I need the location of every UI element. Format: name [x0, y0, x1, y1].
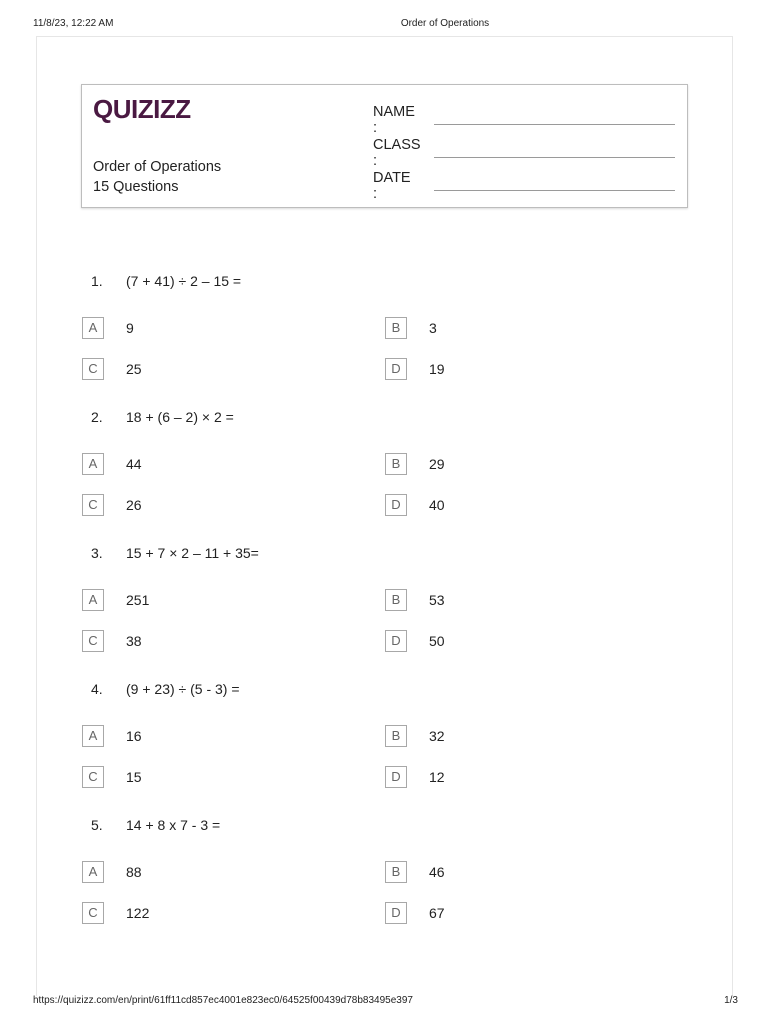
question-text: 14 + 8 x 7 - 3 =	[126, 817, 221, 833]
option-letter-box: D	[385, 766, 407, 788]
option-letter-box: D	[385, 358, 407, 380]
date-label: DATE :	[373, 170, 411, 202]
question-4	[0, 681, 768, 811]
option-letter-box: B	[385, 861, 407, 883]
option-letter-box: D	[385, 630, 407, 652]
class-line	[434, 157, 675, 158]
option-value: 29	[429, 456, 445, 472]
option-value: 19	[429, 361, 445, 377]
name-line	[434, 124, 675, 125]
question-number: 3.	[91, 545, 103, 561]
option-letter-box: B	[385, 453, 407, 475]
option-value: 46	[429, 864, 445, 880]
option-value: 25	[126, 361, 142, 377]
option-letter-box: C	[82, 766, 104, 788]
option-value: 67	[429, 905, 445, 921]
print-title: Order of Operations	[400, 18, 490, 29]
question-number: 4.	[91, 681, 103, 697]
option-letter-box: C	[82, 358, 104, 380]
print-url: https://quizizz.com/en/print/61ff11cd857ec4001e823ec0/64525f00439d78b83495e397	[33, 995, 413, 1006]
option-value: 122	[126, 905, 150, 921]
question-2	[0, 409, 768, 539]
option-letter-box: C	[82, 494, 104, 516]
question-count: 15 Questions	[93, 179, 179, 195]
option-letter-box: C	[82, 902, 104, 924]
option-letter-box: A	[82, 589, 104, 611]
option-value: 53	[429, 592, 445, 608]
quizizz-logo: QUIZIZZ	[93, 94, 191, 124]
date-line	[434, 190, 675, 191]
worksheet-header-box	[81, 84, 688, 208]
class-label: CLASS :	[373, 137, 421, 169]
option-value: 38	[126, 633, 142, 649]
option-value: 251	[126, 592, 150, 608]
question-text: (7 + 41) ÷ 2 – 15 =	[126, 273, 242, 289]
option-letter-box: B	[385, 317, 407, 339]
print-footer	[0, 995, 768, 1009]
option-letter-box: B	[385, 589, 407, 611]
question-number: 5.	[91, 817, 103, 833]
option-letter-box: A	[82, 725, 104, 747]
option-value: 32	[429, 728, 445, 744]
option-value: 44	[126, 456, 142, 472]
question-3	[0, 545, 768, 675]
question-number: 1.	[91, 273, 103, 289]
question-text: (9 + 23) ÷ (5 - 3) =	[126, 681, 240, 697]
option-value: 88	[126, 864, 142, 880]
question-number: 2.	[91, 409, 103, 425]
option-letter-box: C	[82, 630, 104, 652]
option-value: 12	[429, 769, 445, 785]
option-value: 16	[126, 728, 142, 744]
print-datetime: 11/8/23, 12:22 AM	[33, 18, 114, 29]
question-text: 15 + 7 × 2 – 11 + 35=	[126, 545, 259, 561]
option-letter-box: D	[385, 494, 407, 516]
option-letter-box: B	[385, 725, 407, 747]
option-value: 15	[126, 769, 142, 785]
option-value: 9	[126, 320, 134, 336]
quiz-title: Order of Operations	[93, 159, 222, 175]
question-1	[0, 273, 768, 403]
option-letter-box: A	[82, 861, 104, 883]
page-number: 1/3	[724, 995, 738, 1006]
option-letter-box: A	[82, 453, 104, 475]
option-value: 3	[429, 320, 437, 336]
option-letter-box: A	[82, 317, 104, 339]
option-value: 40	[429, 497, 445, 513]
question-text: 18 + (6 – 2) × 2 =	[126, 409, 234, 425]
option-value: 26	[126, 497, 142, 513]
option-value: 50	[429, 633, 445, 649]
print-header	[0, 18, 768, 32]
question-5	[0, 817, 768, 947]
name-label: NAME :	[373, 104, 415, 136]
option-letter-box: D	[385, 902, 407, 924]
